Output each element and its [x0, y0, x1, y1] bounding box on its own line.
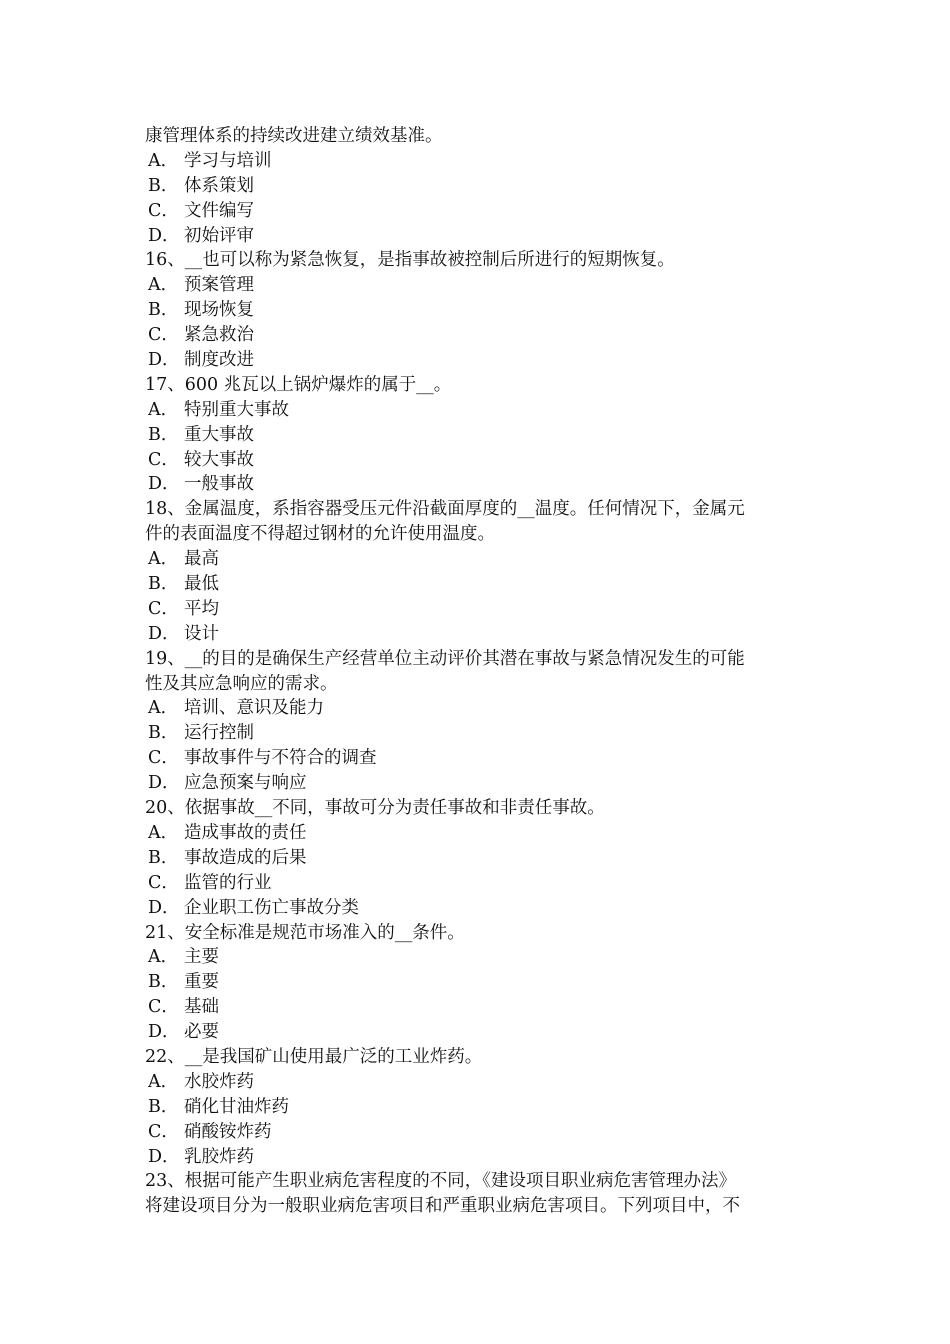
- option-a: A． 主要: [148, 947, 219, 968]
- question-19: [145, 647, 810, 796]
- option-c: C． 文件编写: [148, 200, 254, 221]
- option-a: A． 预案管理: [148, 275, 254, 296]
- option-b: B． 运行控制: [148, 723, 254, 744]
- option-b: B． 体系策划: [148, 175, 254, 196]
- option-d: D． 乳胶炸药: [148, 1146, 254, 1167]
- question-text: 16、__也可以称为紧急恢复，是指事故被控制后所进行的短期恢复。: [145, 250, 675, 271]
- option-a: A． 特别重大事故: [148, 399, 289, 420]
- option-d: D． 制度改进: [148, 350, 254, 371]
- option-d: D． 应急预案与响应: [148, 773, 307, 794]
- option-c: C． 平均: [148, 598, 219, 619]
- option-d: D． 初始评审: [148, 225, 254, 246]
- question-18: [145, 497, 810, 646]
- option-c: C． 事故事件与不符合的调查: [148, 748, 377, 769]
- continued-question-options: [145, 149, 810, 249]
- document-body: [145, 124, 810, 1219]
- option-b: B． 重大事故: [148, 424, 254, 445]
- question-text: 17、600 兆瓦以上锅炉爆炸的属于__。: [145, 374, 452, 395]
- option-c: C． 基础: [148, 997, 219, 1018]
- option-c: C． 较大事故: [148, 449, 254, 470]
- question-17: [145, 373, 810, 497]
- option-a: A． 水胶炸药: [148, 1071, 254, 1092]
- option-a: A． 造成事故的责任: [148, 822, 307, 843]
- option-d: D． 企业职工伤亡事故分类: [148, 897, 359, 918]
- option-c: C． 监管的行业: [148, 872, 272, 893]
- option-a: A． 最高: [148, 549, 219, 570]
- option-c: C． 硝酸铵炸药: [148, 1121, 272, 1142]
- option-a: A． 学习与培训: [148, 150, 272, 171]
- question-23: [145, 1169, 810, 1219]
- question-text-continued: 性及其应急响应的需求。: [145, 673, 338, 694]
- continued-question-text: 康管理体系的持续改进建立绩效基准。: [145, 126, 443, 146]
- option-c: C． 紧急救治: [148, 325, 254, 346]
- option-d: D． 一般事故: [148, 474, 254, 495]
- question-text: 22、__是我国矿山使用最广泛的工业炸药。: [145, 1046, 483, 1067]
- question-text: 21、安全标准是规范市场准入的__条件。: [145, 922, 465, 943]
- option-b: B． 事故造成的后果: [148, 847, 307, 868]
- question-text-continued: 将建设项目分为一般职业病危害项目和严重职业病危害项目。下列项目中，不: [145, 1196, 740, 1217]
- question-21: [145, 921, 810, 1045]
- question-text-continued: 件的表面温度不得超过钢材的允许使用温度。: [145, 524, 495, 545]
- option-b: B． 重要: [148, 972, 219, 993]
- option-b: B． 最低: [148, 574, 219, 595]
- option-b: B． 硝化甘油炸药: [148, 1096, 289, 1117]
- question-22: [145, 1045, 810, 1169]
- option-a: A． 培训、意识及能力: [148, 698, 324, 719]
- question-text: 20、依据事故__不同，事故可分为责任事故和非责任事故。: [145, 798, 605, 819]
- question-text: 23、根据可能产生职业病危害程度的不同，《建设项目职业病危害管理办法》: [145, 1171, 737, 1192]
- question-20: [145, 796, 810, 920]
- question-text: 19、__的目的是确保生产经营单位主动评价其潜在事故与紧急情况发生的可能: [145, 648, 745, 669]
- option-b: B． 现场恢复: [148, 300, 254, 321]
- option-d: D． 设计: [148, 623, 219, 644]
- question-text: 18、金属温度，系指容器受压元件沿截面厚度的__温度。任何情况下，金属元: [145, 499, 745, 520]
- question-16: [145, 248, 810, 372]
- option-d: D． 必要: [148, 1022, 219, 1043]
